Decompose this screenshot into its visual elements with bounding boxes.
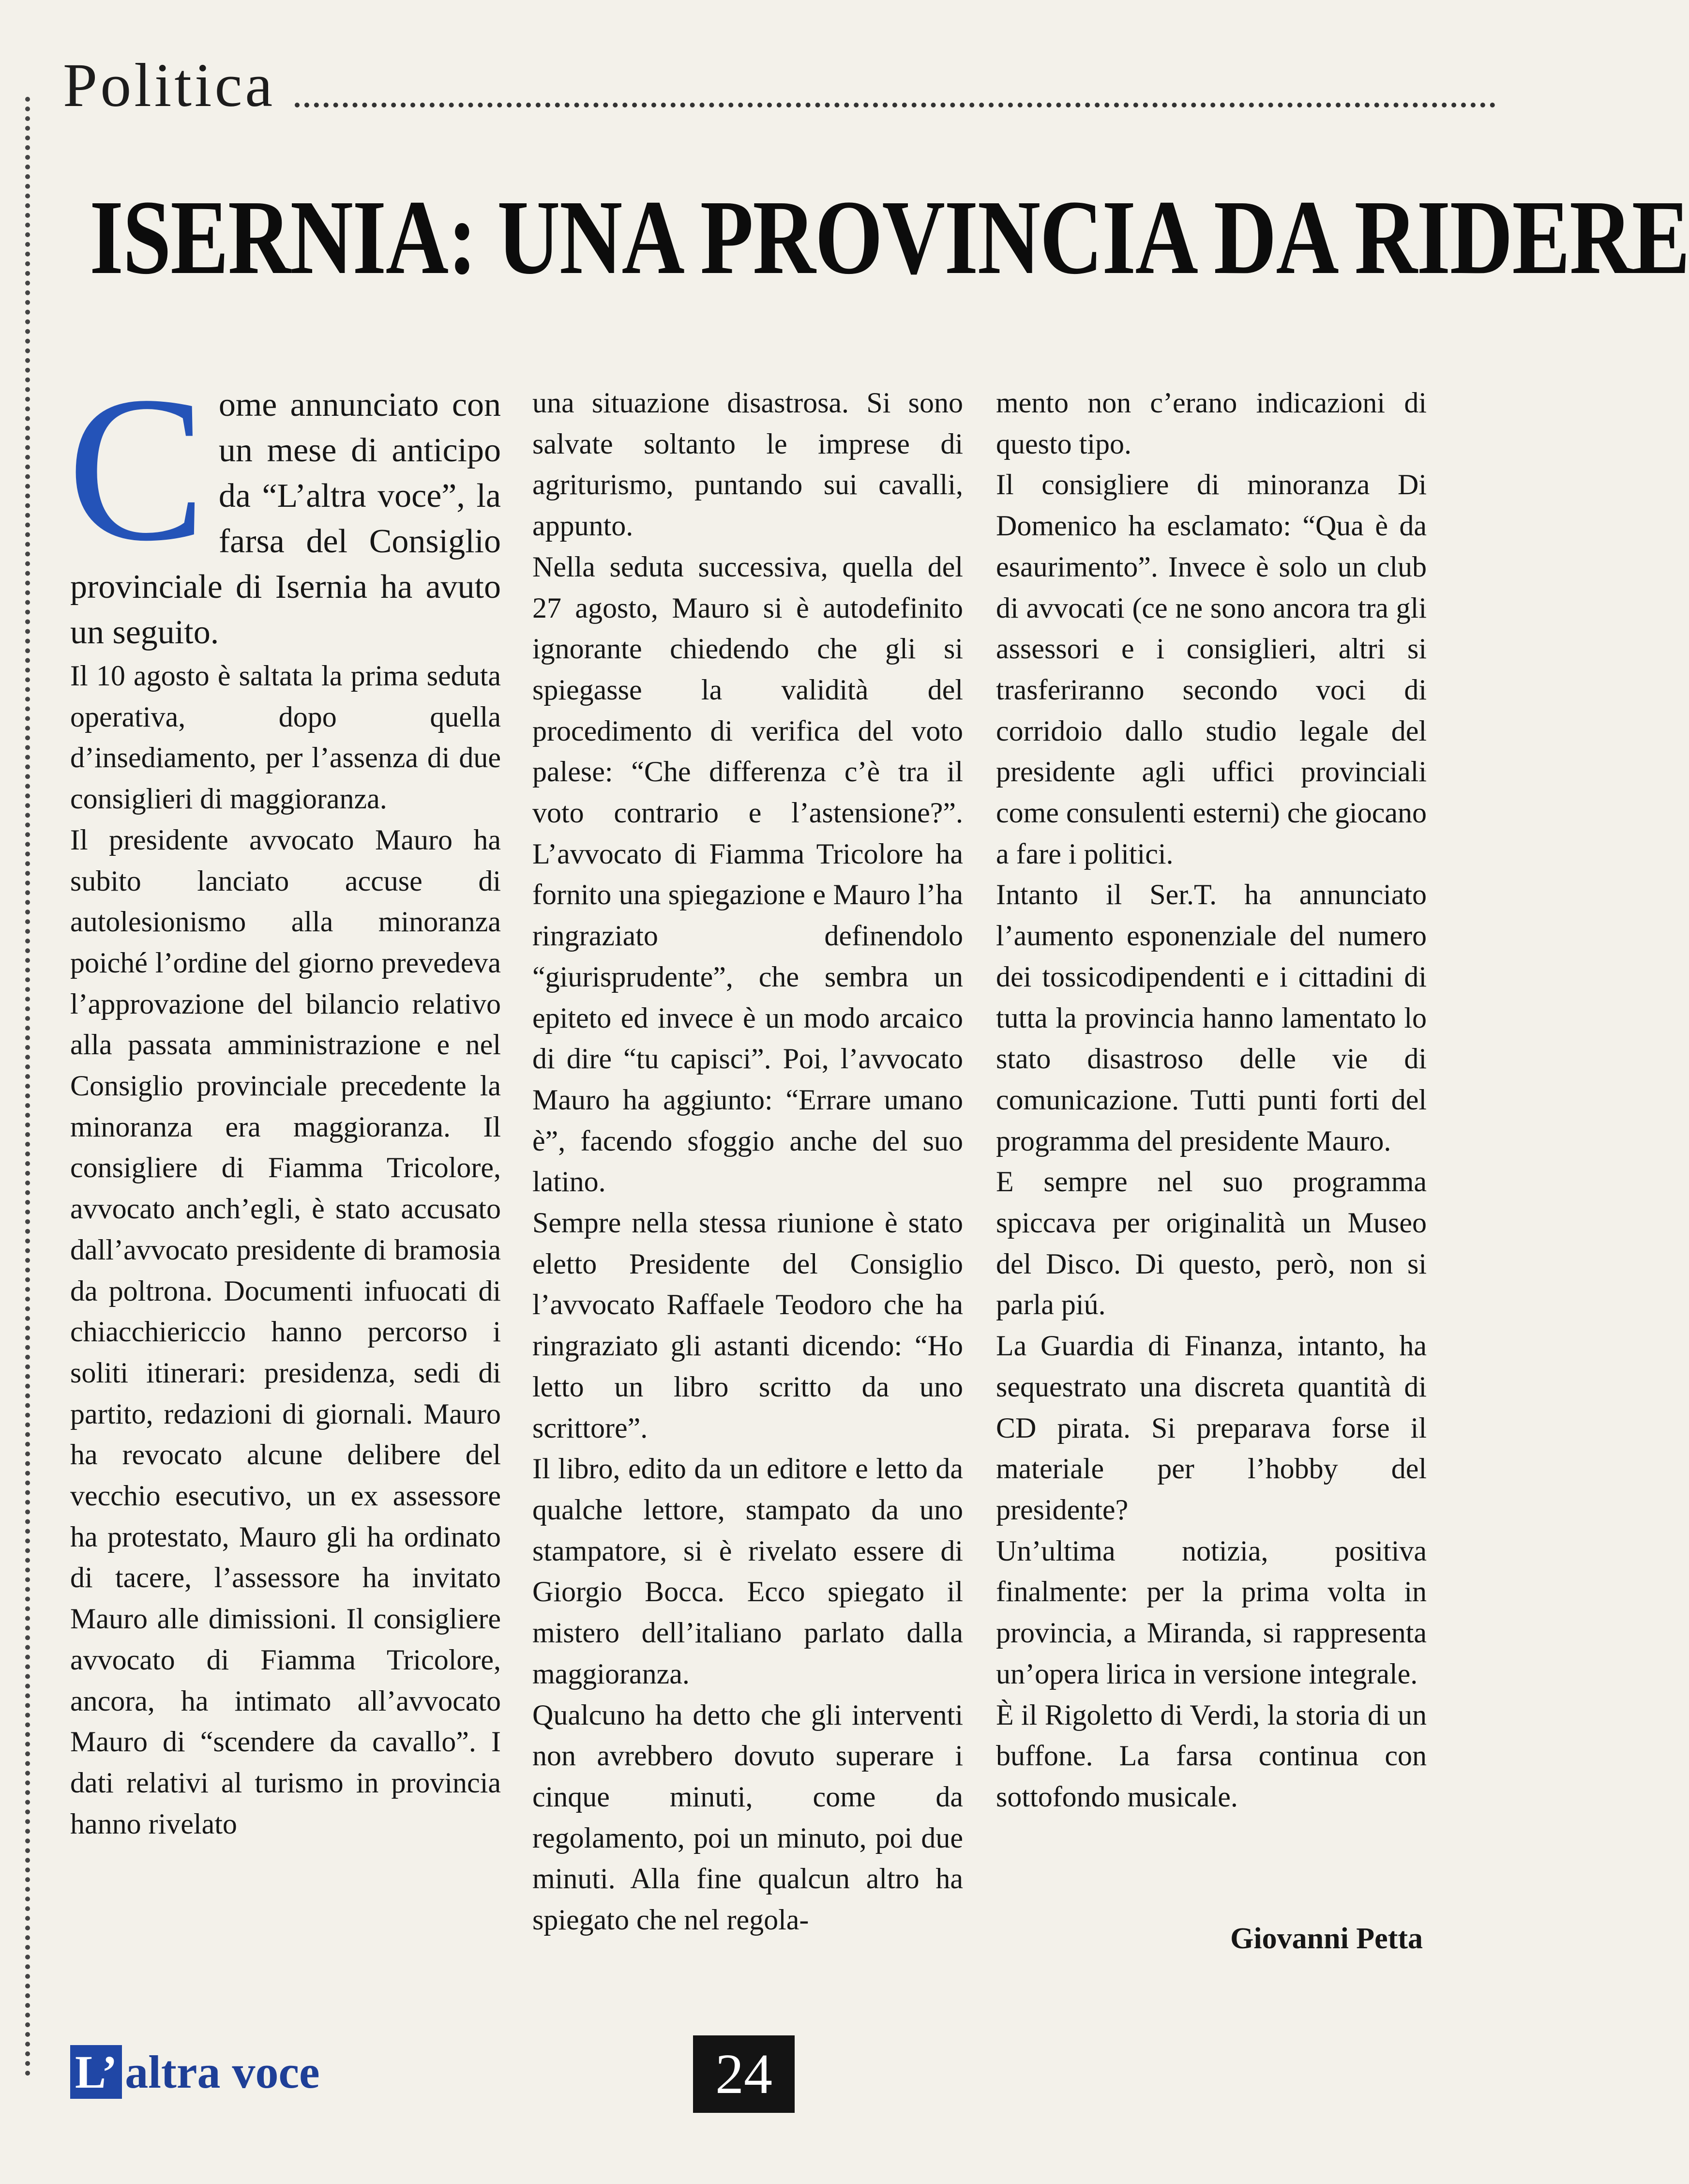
paragraph: Il consigliere di minoranza Di Domenico ha esclamato: “Qua è da esaurimento”. Invece è solo un club di avvocati (ce ne sono ancora tra gli assessori e i consiglieri, altri si trasferiranno secondo voci di corridoio dallo studio legale del presidente agli uffici provinciali come consulenti esterni) che giocano a fare i politici. (996, 469, 1427, 870)
paragraph: Qualcuno ha detto che gli interventi non avrebbero dovuto superare i cinque minuti, come da regolamento, poi un minuto, poi due minuti. Alla fine qualcun altro ha spiegato che nel regola- (532, 1699, 963, 1936)
article-lead (67, 354, 501, 655)
paragraph: E sempre nel suo programma spiccava per originalità un Museo del Disco. Di questo, però, non si parla piú. (996, 1166, 1427, 1321)
author-byline: Giovanni Petta (1230, 1922, 1423, 1955)
paragraph: mento non c’erano indicazioni di questo tipo. (996, 387, 1427, 460)
paragraph: Il presidente avvocato Mauro ha subito lanciato accuse di autolesionismo alla minoranza poiché l’ordine del giorno prevedeva l’approvazione del bilancio relativo alla passata amministrazione e nel Consiglio provinciale precedente la minoranza era maggioranza. Il consigliere di Fiamma Tricolore, avvocato anch’egli, è stato accusato dall’avvocato presidente di bramosia da poltrona. Documenti infuocati di chiacchiericcio hanno percorso i soliti itinerari: presidenza, sedi di partito, redazioni di giornali. Mauro ha revocato alcune delibere del vecchio esecutivo, un ex assessore ha protestato, Mauro gli ha ordinato di tacere, l’assessore ha invitato Mauro alle dimissioni. Il consigliere avvocato di Fiamma Tricolore, ancora, ha intimato all’avvocato Mauro di “scendere da cavallo”. I dati relativi al turismo in provincia hanno rivelato (70, 823, 501, 1840)
magazine-logo (70, 2045, 320, 2098)
left-dotted-border (25, 97, 30, 2077)
article-column-2 (532, 382, 963, 1960)
article-column-3 (996, 382, 1427, 1960)
drop-cap: C (67, 354, 206, 584)
paragraph: una situazione disastrosa. Si sono salvate soltanto le imprese di agriturismo, puntando sui cavalli, appunto. (532, 387, 963, 542)
lead-text: ome annunciato con un mese di anticipo da “L’altra voce”, la farsa del Consiglio provinciale di Isernia ha avuto un seguito. (70, 386, 501, 651)
paragraph: Il 10 agosto è saltata la prima seduta operativa, dopo quella d’insediamento, per l’assenza di due consiglieri di maggioranza. (70, 660, 501, 815)
page-number: 24 (693, 2035, 795, 2113)
section-label: Politica (63, 51, 276, 120)
section-header (63, 39, 1495, 120)
paragraph: Intanto il Ser.T. ha annunciato l’aumento esponenziale del numero dei tossicodipendenti e i cittadini di tutta la provincia hanno lamentato lo stato disastroso delle vie di comunicazione. Tutti punti forti del programma del presidente Mauro. (996, 879, 1427, 1157)
logo-mark: L’ (70, 2045, 122, 2099)
paragraph: La Guardia di Finanza, intanto, ha sequestrato una discreta quantità di CD pirata. Si preparava forse il materiale per l’hobby del presidente? (996, 1330, 1427, 1526)
logo-text: altra voce (125, 2046, 320, 2098)
article-headline: ISERNIA: UNA PROVINCIA DA RIDERE (90, 178, 1689, 296)
paragraph: Un’ultima notizia, positiva finalmente: per la prima volta in provincia, a Miranda, si rappresenta un’opera lirica in versione integrale. (996, 1534, 1427, 1690)
paragraph: Il libro, edito da un editore e letto da qualche lettore, stampato da uno stampatore, si è rivelato essere di Giorgio Bocca. Ecco spiegato il mistero dell’italiano parlato dalla maggioranza. (532, 1453, 963, 1690)
paragraph: Nella seduta successiva, quella del 27 agosto, Mauro si è autodefinito ignorante chiedendo che gli si spiegasse la validità del procedimento di verifica del voto palese: “Che differenza c’è tra il voto contrario e l’astensione?”. L’avvocato di Fiamma Tricolore ha fornito una spiegazione e Mauro l’ha ringraziato definendolo “giurisprudente”, che sembra un epiteto ed invece è un modo arcaico di dire “tu capisci”. Poi, l’avvocato Mauro ha aggiunto: “Errare umano è”, facendo sfoggio anche del suo latino. (532, 550, 963, 1198)
article-column-1 (67, 354, 501, 1960)
paragraph: È il Rigoletto di Verdi, la storia di un buffone. La farsa continua con sottofondo musicale. (996, 1699, 1427, 1813)
paragraph: Sempre nella stessa riunione è stato eletto Presidente del Consiglio l’avvocato Raffaele Teodoro che ha ringraziato gli astanti dicendo: “Ho letto un libro scritto da uno scrittore”. (532, 1207, 963, 1444)
section-dotted-rule (295, 103, 1495, 107)
